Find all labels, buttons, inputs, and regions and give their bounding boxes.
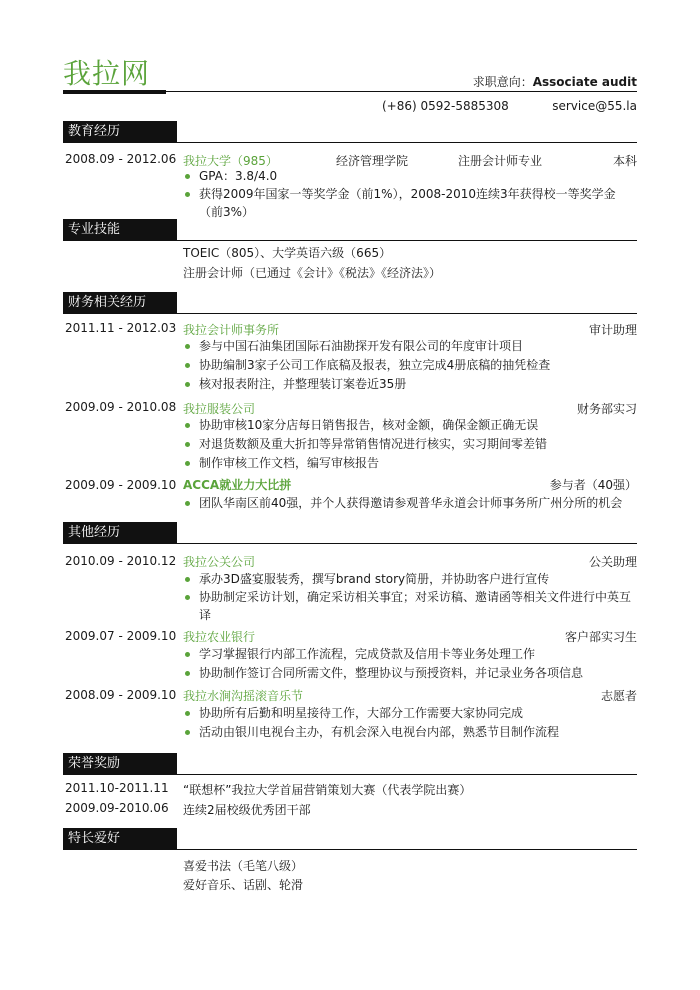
- list-item: 协助编制3家子公司工作底稿及报表，独立完成4册底稿的抽凭检查: [183, 356, 635, 375]
- other-org: 我拉水涧沟摇滚音乐节: [183, 689, 304, 703]
- finance-role: 财务部实习: [576, 402, 637, 416]
- list-item: 团队华南区前40强，并个人获得邀请参观普华永道会计师事务所广州分所的机会: [183, 494, 635, 512]
- finance-bullets: [183, 337, 635, 394]
- other-bullets: [183, 704, 635, 742]
- list-item: 获得2009年国家一等奖学金（前1%），2008-2010连续3年获得校一等奖学金（前3%）: [183, 185, 635, 221]
- hobby-item: 爱好音乐、话剧、轮滑: [183, 878, 304, 892]
- honor-date: 2011.10-2011.11: [65, 781, 169, 795]
- finance-org: ACCA就业力大比拼: [183, 478, 292, 492]
- section-finance-header: [63, 292, 637, 314]
- finance-org: 我拉会计师事务所: [183, 323, 280, 337]
- education-degree: 本科: [612, 154, 637, 168]
- other-role: 公关助理: [588, 555, 637, 569]
- other-date: 2008.09 - 2009.10: [65, 688, 177, 702]
- other-date: 2010.09 - 2010.12: [65, 554, 177, 568]
- objective-label: 求职意向：: [472, 75, 533, 89]
- section-honors-header: [63, 753, 637, 775]
- brand-underline-bar: [63, 90, 166, 94]
- section-title: 特长爱好: [63, 828, 177, 850]
- education-college: 经济管理学院: [336, 154, 409, 168]
- other-org: 我拉农业银行: [183, 630, 256, 644]
- education-date: 2008.09 - 2012.06: [65, 152, 177, 166]
- finance-date: 2009.09 - 2010.08: [65, 400, 177, 414]
- section-title: 专业技能: [63, 219, 177, 241]
- finance-org: 我拉服装公司: [183, 402, 256, 416]
- hobby-item: 喜爱书法（毛笔八级）: [183, 859, 304, 873]
- job-objective: [473, 73, 637, 90]
- section-hobbies-header: [63, 828, 637, 850]
- honor-date: 2009.09-2010.06: [65, 801, 169, 815]
- honor-text: “联想杯”我拉大学首届营销策划大赛（代表学院出赛）: [183, 783, 472, 797]
- list-item: GPA：3.8/4.0: [183, 167, 635, 185]
- contact-phone: (+86) 0592-5885308: [382, 99, 509, 113]
- contact-email: service@55.la: [552, 99, 637, 113]
- list-item: 参与中国石油集团国际石油勘探开发有限公司的年度审计项目: [183, 337, 635, 356]
- other-role: 客户部实习生: [564, 630, 637, 644]
- section-skills-header: [63, 219, 637, 241]
- list-item: 协助制作签订合同所需文件，整理协议与预授资料，并记录业务各项信息: [183, 664, 635, 683]
- section-education-header: [63, 121, 637, 143]
- other-org: 我拉公关公司: [183, 555, 256, 569]
- list-item: 核对报表附注，并整理装订案卷近35册: [183, 375, 635, 394]
- finance-bullets: [183, 416, 635, 473]
- other-date: 2009.07 - 2009.10: [65, 629, 177, 643]
- list-item: 对退货数额及重大折扣等异常销售情况进行核实，实习期间零差错: [183, 435, 635, 454]
- list-item: 学习掌握银行内部工作流程，完成贷款及信用卡等业务处理工作: [183, 645, 635, 664]
- section-title: 荣誉奖励: [63, 753, 177, 775]
- section-title: 教育经历: [63, 121, 177, 143]
- skill-item: 注册会计师（已通过《会计》《税法》《经济法》）: [183, 266, 442, 280]
- finance-role: 审计助理: [588, 323, 637, 337]
- finance-date: 2011.11 - 2012.03: [65, 321, 177, 335]
- list-item: 协助审核10家分店每日销售报告，核对金额，确保金额正确无误: [183, 416, 635, 435]
- education-bullets: [183, 167, 635, 221]
- list-item: 协助制定采访计划，确定采访相关事宜；对采访稿、邀请函等相关文件进行中英互译: [183, 588, 635, 624]
- education-major: 注册会计师专业: [458, 154, 543, 168]
- list-item: 活动由银川电视台主办，有机会深入电视台内部，熟悉节目制作流程: [183, 723, 635, 742]
- brand-logo-text: 我拉网: [63, 57, 151, 90]
- finance-bullets: [183, 494, 635, 512]
- other-role: 志愿者: [600, 689, 637, 703]
- education-school: 我拉大学（985）: [183, 154, 278, 168]
- section-title: 财务相关经历: [63, 292, 177, 314]
- section-other-header: [63, 522, 637, 544]
- list-item: 制作审核工作文档，编写审核报告: [183, 454, 635, 473]
- objective-value: Associate audit: [532, 75, 637, 89]
- skill-item: TOEIC（805）、大学英语六级（665）: [183, 246, 392, 260]
- section-title: 其他经历: [63, 522, 177, 544]
- finance-role: 参与者（40强）: [549, 478, 637, 492]
- other-bullets: [183, 570, 635, 624]
- list-item: 承办3D盛宴服装秀，撰写brand story简册，并协助客户进行宣传: [183, 570, 635, 588]
- list-item: 协助所有后勤和明星接待工作，大部分工作需要大家协同完成: [183, 704, 635, 723]
- other-bullets: [183, 645, 635, 683]
- honor-text: 连续2届校级优秀团干部: [183, 803, 311, 817]
- finance-date: 2009.09 - 2009.10: [65, 478, 177, 492]
